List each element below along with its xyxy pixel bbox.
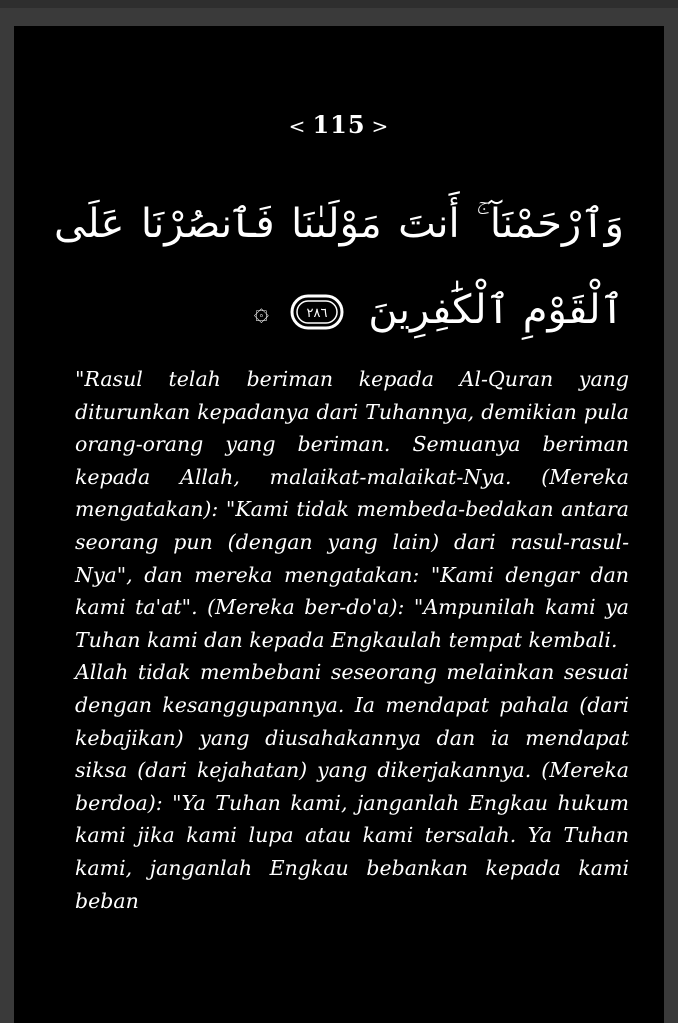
page-number-header (14, 110, 664, 139)
arabic-verse-text: ٱلْقَوْمِ ٱلْكَٰفِرِينَ (368, 287, 624, 333)
page-number: 115 (312, 110, 366, 139)
arabic-verse-line-1: وَٱرْحَمْنَآ ۚ أَنتَ مَوْلَىٰنَا فَٱنصُرْنَا عَلَى (54, 201, 624, 247)
top-bar (0, 0, 678, 8)
translation-paragraph-2: Allah tidak membebani seseorang melainkan sesuai dengan kesanggupannya. Ia mendapat pahala (dari kebajikan) yang diusahakannya dan ia mendapat siksa (dari kejahatan) yang dikerjakannya. (Mereka berdoa): "Ya Tuhan kami, janganlah Engkau hukum kami jika kami lupa atau kami tersalah. Ya Tuhan kami, janganlah Engkau bebankan kepada kami beban (75, 660, 629, 913)
translation-text (75, 363, 629, 917)
arabic-verse-line-2 (54, 280, 624, 344)
ayah-number: ٢٨٦ (306, 306, 328, 321)
rub-el-hizb-icon: ۞ (253, 297, 269, 327)
chevron-left-icon: < (288, 114, 307, 138)
chevron-right-icon: > (371, 114, 390, 138)
page-scan (14, 26, 664, 1023)
ayah-number-marker (288, 292, 346, 332)
translation-paragraph-1: "Rasul telah beriman kepada Al-Quran yang diturunkan kepadanya dari Tuhannya, demikian pula orang-orang yang beriman. Semuanya beriman kepada Allah, malaikat-malaikat-Nya. (Mereka mengatakan): "Kami tidak membeda-bedakan antara seorang pun (dengan yang lain) dari rasul-rasul-Nya", dan mereka mengatakan: "Kami dengar dan kami ta'at". (Mereka ber-do'a): "Ampunilah kami ya Tuhan kami dan kepada Engkaulah tempat kembali. (75, 367, 629, 652)
